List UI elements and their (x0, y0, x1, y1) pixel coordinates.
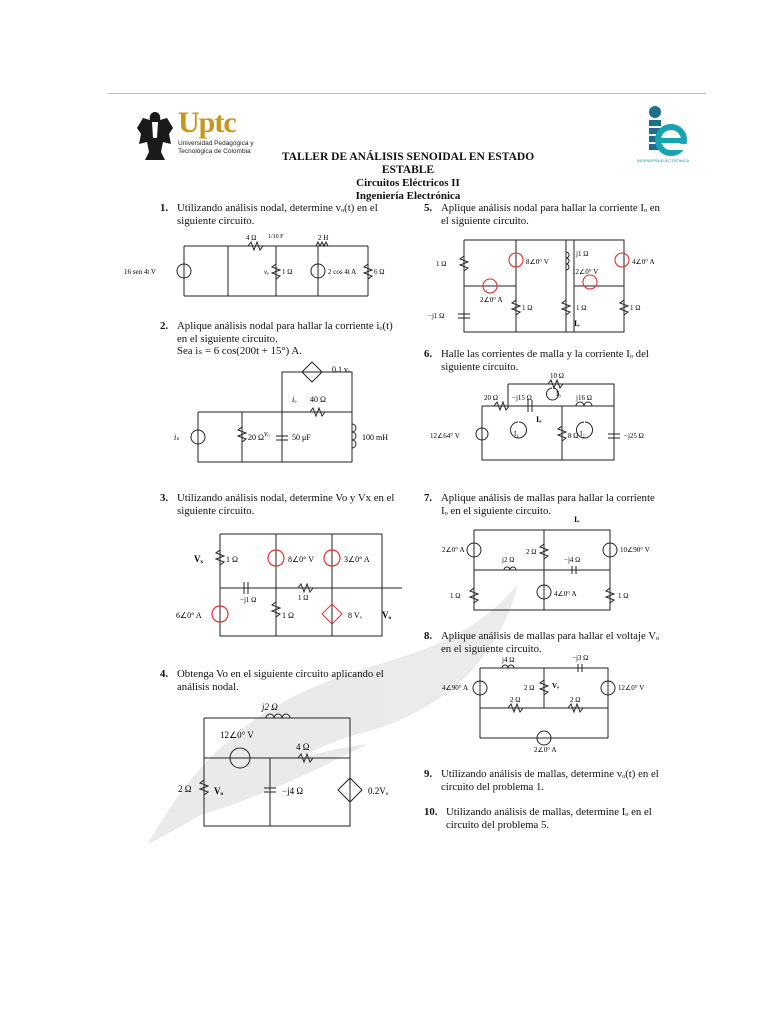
circuit-8-figure (444, 656, 654, 754)
c5-cap-label: −j1 Ω (428, 312, 445, 320)
c1-r4-label: 4 Ω (246, 234, 257, 242)
c3-vo-label: Vₒ (382, 610, 392, 620)
problem-8 (424, 630, 660, 655)
c3-vsrc-label: 8∠0° V (288, 555, 315, 564)
c6-r8-label: 8 Ω (568, 432, 579, 440)
c5-vsrc2-label: 12∠0° V (572, 268, 599, 276)
uptc-logo (178, 108, 254, 156)
problem-number: 5. (424, 202, 433, 214)
problem-text: Obtenga Vo en el siguiente circuito aplicando el análisis nodal. (177, 668, 384, 693)
circuit-4-figure (172, 698, 402, 848)
circuit-7-figure (444, 514, 654, 624)
c1-r1-label: 1 Ω (282, 268, 293, 276)
c5-r1b-label: 1 Ω (522, 304, 533, 312)
c6-r10-label: 10 Ω (550, 372, 564, 380)
circuit-5-figure (428, 234, 655, 338)
c7-cap-label: −j4 Ω (564, 556, 581, 564)
uptc-logo-word: Uptc (178, 106, 236, 139)
c5-r1c-label: 1 Ω (576, 304, 587, 312)
c5-r1d-label: 1 Ω (630, 304, 641, 312)
c4-vo-label: Vₒ (214, 786, 224, 796)
c6-i3-label: I₃ (556, 390, 561, 398)
c7-r1b-label: 1 Ω (618, 592, 629, 600)
c1-r2-label: 2 H (318, 234, 329, 242)
c6-i2-label: I₂ (580, 430, 585, 438)
problem-5 (424, 202, 660, 227)
c4-r2-label: 2 Ω (178, 784, 192, 794)
c3-isrc2-label: 6∠0° A (176, 611, 202, 620)
c1-cap-label: 1/10 F (268, 234, 284, 240)
c3-r1a-label: 1 Ω (226, 555, 238, 564)
c6-cap-label: −j15 Ω (512, 394, 532, 402)
c5-r1a-label: 1 Ω (436, 260, 447, 268)
c2-dep-label: 0.1 vₒ (332, 365, 351, 374)
c1-r6-label: 6 Ω (374, 268, 385, 276)
c8-vsrc-label: 4∠90° A (442, 684, 468, 692)
uptc-logo-subtitle-1: Universidad Pedagógica y (178, 140, 254, 147)
c3-isrc-label: 3∠0° A (344, 555, 370, 564)
c4-vsrc-label: 12∠0° V (220, 730, 254, 740)
c7-vsrc-label: 10∠90° V (620, 546, 650, 554)
c1-src-label: 16 sen 4t V (124, 268, 156, 276)
c3-r1c-label: 1 Ω (282, 611, 294, 620)
circuit-1-figure (124, 230, 408, 310)
problem-number: 4. (160, 668, 169, 680)
c5-ind-label: j1 Ω (576, 250, 589, 258)
c5-isrc-label: 4∠0° A (632, 258, 655, 266)
c3-dep-label: 8 Vₓ (348, 611, 362, 620)
subtitle-line: Circuitos Eléctricos II (356, 177, 460, 189)
problem-number: 10. (424, 806, 438, 818)
problem-number: 8. (424, 630, 433, 642)
c2-r20-label: 20 Ω (248, 433, 264, 442)
uptc-logo-subtitle-2: Tecnológica de Colombia (178, 148, 251, 155)
program-line: Ingeniería Electrónica (355, 190, 461, 202)
c8-isrc-label: 2∠0° A (534, 746, 557, 754)
c1-vo-label: vₒ (264, 268, 270, 276)
problem-3 (160, 492, 396, 517)
c6-i1-label: I₁ (514, 430, 519, 438)
c2-cap-label: 50 μF (292, 433, 311, 442)
c7-r2-label: 2 Ω (526, 548, 537, 556)
document-page (108, 94, 706, 850)
c3-r1b-label: 1 Ω (298, 594, 309, 602)
circuit-2-figure (172, 362, 402, 472)
problem-text: Utilizando análisis nodal, determine Vo y Vx en el siguiente circuito. (177, 492, 395, 517)
c6-cap2-label: −j25 Ω (624, 432, 644, 440)
problem-text: Aplique análisis de mallas para hallar la corriente Iₒ en el siguiente circuito. (441, 492, 655, 517)
eagle-logo-icon (135, 108, 175, 164)
c4-cap-label: −j4 Ω (282, 786, 304, 796)
c2-io-label: iₒ (292, 395, 297, 404)
c6-io-label: Iₒ (536, 415, 542, 424)
c7-io-label: Iₒ (574, 515, 580, 524)
problem-number: 7. (424, 492, 433, 504)
c7-isrc2-label: 4∠0° A (554, 590, 577, 598)
problem-number: 2. (160, 320, 169, 332)
problem-text: Aplique análisis de mallas para hallar el voltaje Vₒ en el siguiente circuito. (441, 630, 660, 655)
problem-number: 6. (424, 348, 433, 360)
c7-ind-label: j2 Ω (502, 556, 515, 564)
c6-src-label: 12∠64° V (430, 432, 460, 440)
problem-4 (160, 668, 396, 693)
c5-io-label: Iₒ (574, 319, 580, 328)
c8-ind-label: j4 Ω (502, 656, 515, 664)
c1-isrc-label: 2 cos 4t A (328, 268, 357, 276)
problem-text: Utilizando análisis nodal, determine vₒ(t) en el siguiente circuito. (177, 202, 378, 227)
problem-text: Aplique análisis nodal para hallar la corriente iₒ(t) en el siguiente circuito. (177, 320, 393, 345)
c4-dep-label: 0.2Vₒ (368, 786, 389, 796)
problem-text: Utilizando análisis de mallas, determine Iₒ en el circuito del problema 5. (446, 806, 652, 831)
c7-isrc-label: 2∠0° A (442, 546, 465, 554)
document-title (258, 151, 558, 203)
c8-vsrc2-label: 12∠0° V (618, 684, 645, 692)
ingenieria-electronica-logo-icon (637, 104, 687, 166)
ie-logo-caption: INGENIERÍA ELECTRÓNICA (636, 158, 690, 163)
c4-r4-label: 4 Ω (296, 742, 310, 752)
circuit-3-figure (172, 526, 402, 646)
problem-text: Halle las corrientes de malla y la corriente Iₒ del siguiente circuito. (441, 348, 649, 373)
c8-vo-label: Vₒ (552, 682, 560, 690)
title-line: TALLER DE ANÁLISIS SENOIDAL EN ESTADO ESTABLE (281, 151, 535, 176)
problem-number: 9. (424, 768, 433, 780)
c4-ind-label: j2 Ω (262, 702, 278, 712)
c2-ind-label: 100 mH (362, 433, 388, 442)
problem-number: 3. (160, 492, 169, 504)
c2-is-label: iₛ (174, 433, 180, 442)
c6-ind-label: j16 Ω (576, 394, 592, 402)
c8-cap-label: −j3 Ω (572, 654, 589, 662)
problem-2 (160, 320, 396, 358)
c3-cap-label: −j1 Ω (240, 596, 257, 604)
c8-r2c-label: 2 Ω (524, 684, 535, 692)
problem-extra: Sea iₛ = 6 cos(200t + 15°) A. (177, 345, 302, 357)
problem-number: 1. (160, 202, 169, 214)
c3-vx-label: Vₓ (194, 554, 204, 564)
c5-vsrc-label: 8∠0° V (526, 258, 549, 266)
problem-9 (424, 768, 660, 793)
problem-10 (424, 806, 660, 831)
c7-r1a-label: 1 Ω (450, 592, 461, 600)
c2-vo-label: vₒ (264, 429, 270, 438)
problem-1 (160, 202, 396, 227)
problem-text: Aplique análisis nodal para hallar la corriente Iₒ en el siguiente circuito. (441, 202, 660, 227)
c8-r2a-label: 2 Ω (510, 696, 521, 704)
circuit-6-figure (428, 370, 658, 470)
problem-text: Utilizando análisis de mallas, determine vₒ(t) en el circuito del problema 1. (441, 768, 659, 793)
c2-r40-label: 40 Ω (310, 395, 326, 404)
c5-isrc2-label: 2∠0° A (480, 296, 503, 304)
c8-r2b-label: 2 Ω (570, 696, 581, 704)
c6-r20-label: 20 Ω (484, 394, 498, 402)
